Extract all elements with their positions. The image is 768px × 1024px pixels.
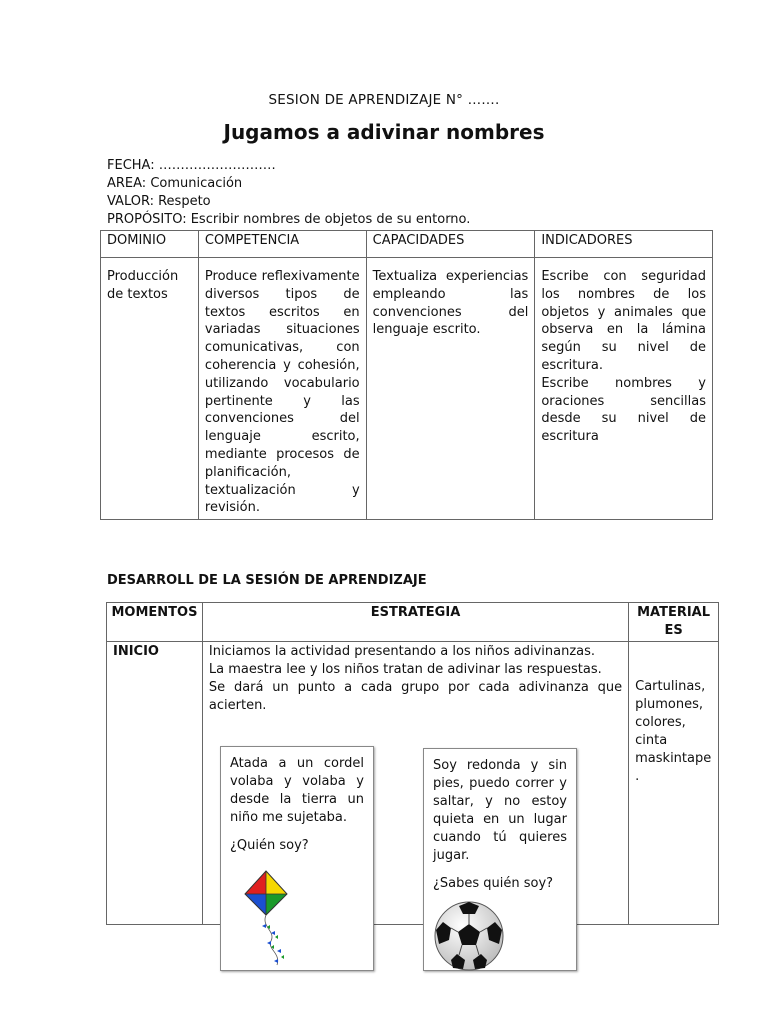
strategy-header-row [107,603,719,642]
riddle-text: Soy redonda y sin pies, puedo correr y saltar, y no estoy quieta en un lugar cuando tú quieres jugar. [433,758,567,863]
cell-momento-inicio: INICIO [107,642,203,925]
riddle-text: Atada a un cordel volaba y volaba y desde la tierra un niño me sujetaba. [230,756,364,825]
strategy-line-3: Se dará un punto a cada grupo por cada adivinanza que acierten. [208,680,623,713]
header-momentos: MOMENTOS [107,603,203,642]
section-title: DESARROLL DE LA SESIÓN DE APRENDIZAJE [107,573,427,588]
cell-indicadores [535,258,713,520]
table-row [101,258,713,520]
strategy-line-2: La maestra lee y los niños tratan de adivinar las respuestas. [208,662,602,677]
header-indicadores: INDICADORES [535,231,713,258]
page-title: Jugamos a adivinar nombres [223,120,545,144]
riddle-question: ¿Sabes quién soy? [433,876,554,891]
header-competencia: COMPETENCIA [198,231,366,258]
session-label: SESION DE APRENDIZAJE N° ……. [268,92,500,108]
cell-competencia: Produce reflexivamente diversos tipos de textos escritos en variadas situaciones comunicativas, con coherencia y cohesión, utilizando vocabulario pertinente y las convenciones del lenguaje escrito, mediante procesos de planificación, textualización y revisión. [198,258,366,520]
cell-dominio: Producción de textos [101,258,199,520]
area-line: AREA: Comunicación [107,176,243,191]
riddle-card-ball [423,748,577,971]
riddle-question: ¿Quién soy? [230,838,309,853]
valor-line: VALOR: Respeto [107,194,211,209]
cell-materiales: Cartulinas, plumones, colores, cinta maskintape. [629,642,719,925]
table-row [107,642,719,925]
header-materiales: MATERIALES [629,603,719,642]
indicator-2: Escribe nombres y oraciones sencillas desde su nivel de escritura [541,375,706,445]
riddle-card-kite [220,746,374,971]
soccer-ball-icon [433,900,505,972]
strategy-line-1: Iniciamos la actividad presentando a los niños adivinanzas. [208,644,596,659]
strategy-table [106,602,719,925]
indicator-1: Escribe con seguridad los nombres de los objetos y animales que observa en la lámina según su nivel de escritura. [541,269,706,373]
competency-table [100,230,713,520]
header-dominio: DOMINIO [101,231,199,258]
cell-capacidades: Textualiza experiencias empleando las convenciones del lenguaje escrito. [366,258,535,520]
table-header-row [101,231,713,258]
header-estrategia: ESTRATEGIA [202,603,628,642]
kite-icon [241,869,311,969]
header-capacidades: CAPACIDADES [366,231,535,258]
proposito-line: PROPÓSITO: Escribir nombres de objetos de su entorno. [107,212,471,227]
fecha-line: FECHA: ……………………… [107,158,276,173]
